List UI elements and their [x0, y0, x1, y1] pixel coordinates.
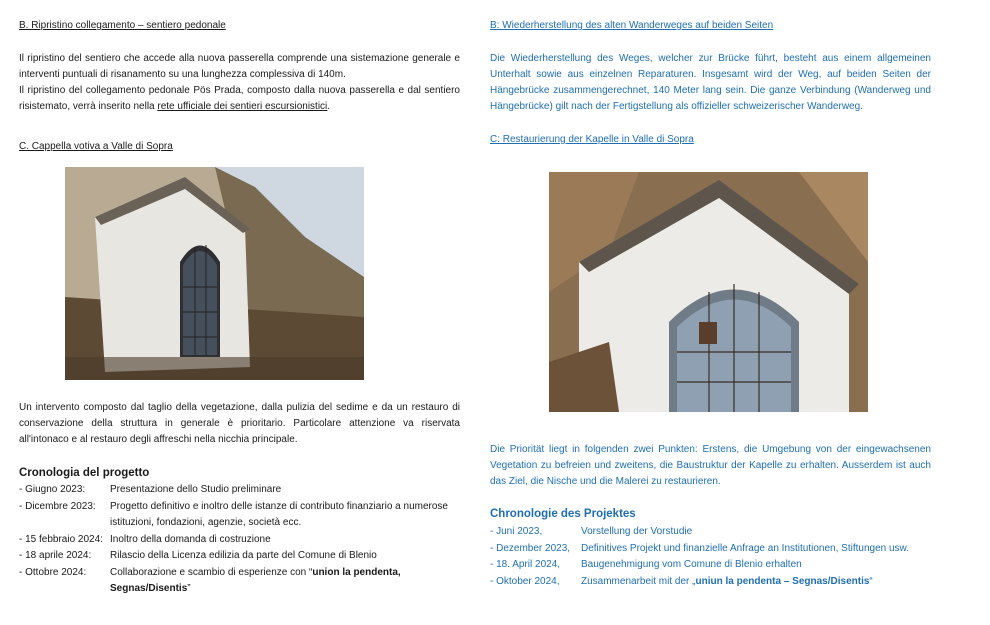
- list-item: - Dicembre 2023: Progetto definitivo e inoltro delle istanze di contributo finanziario a numerose istituzioni, fondazioni, agenzie, società ecc.: [19, 500, 448, 528]
- section-c-heading: C. Cappella votiva a Valle di Sopra: [19, 141, 173, 152]
- list-item: - Oktober 2024, Zusammenarbeit mit der „uniun la pendenta – Segnas/Disentis“: [490, 575, 873, 587]
- section-b-paragraph-1: Il ripristino del sentiero che accede alla nuova passerella comprende una sistemazione generale e interventi puntuali di risanamento su una lunghezza complessiva di 140m.: [19, 53, 460, 80]
- list-item: - 15 febbraio 2024: Inoltro della domanda di costruzione: [19, 533, 271, 545]
- chapel-illustration-right: [549, 172, 868, 412]
- official-trails-link[interactable]: rete ufficiale dei sentieri escursionistici: [157, 101, 328, 112]
- list-item: - Juni 2023, Vorstellung der Vorstudie: [490, 526, 693, 537]
- abschnitt-c-heading: C: Restaurierung der Kapelle in Valle di Sopra: [490, 134, 694, 145]
- section-b-heading: B. Ripristino collegamento – sentiero pedonale: [19, 20, 226, 31]
- abschnitt-b-paragraph: Die Wiederherstellung des Weges, welcher zur Brücke führt, besteht aus einem allgemeinen Unterhalt sowie aus einzelnen Reparaturen. Insgesamt wird der Weg, auf beiden Seiten der Hängebrücke zusammengerechnet, 140 Meter lang sein. Die ganze Verbindung (Wanderweg und Hängebrücke) gilt nach der Fertigstellung als offizieller schweizerischer Wanderweg.: [490, 53, 931, 112]
- section-c-paragraph-wrap: [19, 400, 460, 448]
- chapel-photo-right: [549, 172, 868, 412]
- chronology-list: [19, 482, 460, 598]
- list-item: - 18. April 2024, Baugenehmigung vom Comune di Blenio erhalten: [490, 559, 802, 570]
- abschnitt-c-paragraph: Die Priorität liegt in folgenden zwei Punkten: Erstens, die Umgebung von der eingewachsenen Vegetation zu befreien und zweitens, die Baustruktur der Kapelle zu erhalten. Ausserdem ist auch das Ziel, die Nische und die Malerei zu restaurieren.: [490, 444, 931, 487]
- chronology-title: Cronologia del progetto: [19, 467, 150, 479]
- chronologie-list: [490, 524, 931, 590]
- chapel-photo-left: [65, 167, 364, 380]
- chronologie-title: Chronologie des Projektes: [490, 508, 636, 520]
- section-c-paragraph: Un intervento composto dal taglio della vegetazione, dalla pulizia del sedime e da un restauro di conservazione della struttura in generale è prioritario. Particolare attenzione va riservata all'intonaco e al restauro degli affreschi nella nicchia principale.: [19, 402, 460, 445]
- section-b-paragraph-2: Il ripristino del collegamento pedonale Pös Prada, composto dalla nuova passerella e dal sentiero risistemato, verrà inserito nella rete ufficiale dei sentieri escursionistici.: [19, 85, 460, 112]
- abschnitt-b-paragraph-wrap: [490, 51, 931, 115]
- abschnitt-b-heading: B: Wiederherstellung des alten Wanderweges auf beiden Seiten: [490, 20, 774, 31]
- abschnitt-c-paragraph-wrap: [490, 442, 931, 490]
- chapel-illustration-left: [65, 167, 364, 380]
- section-b-paragraphs: [19, 51, 460, 115]
- list-item: - Dezember 2023, Definitives Projekt und finanzielle Anfrage an Institutionen, Stiftungen usw.: [490, 542, 909, 554]
- list-item: - 18 aprile 2024: Rilascio della Licenza edilizia da parte del Comune di Blenio: [19, 550, 377, 561]
- list-item: - Giugno 2023: Presentazione dello Studio preliminare: [19, 484, 282, 495]
- list-item: - Ottobre 2024: Collaborazione e scambio di esperienze con “union la pendenta, Segnas/Disentis”: [19, 566, 401, 594]
